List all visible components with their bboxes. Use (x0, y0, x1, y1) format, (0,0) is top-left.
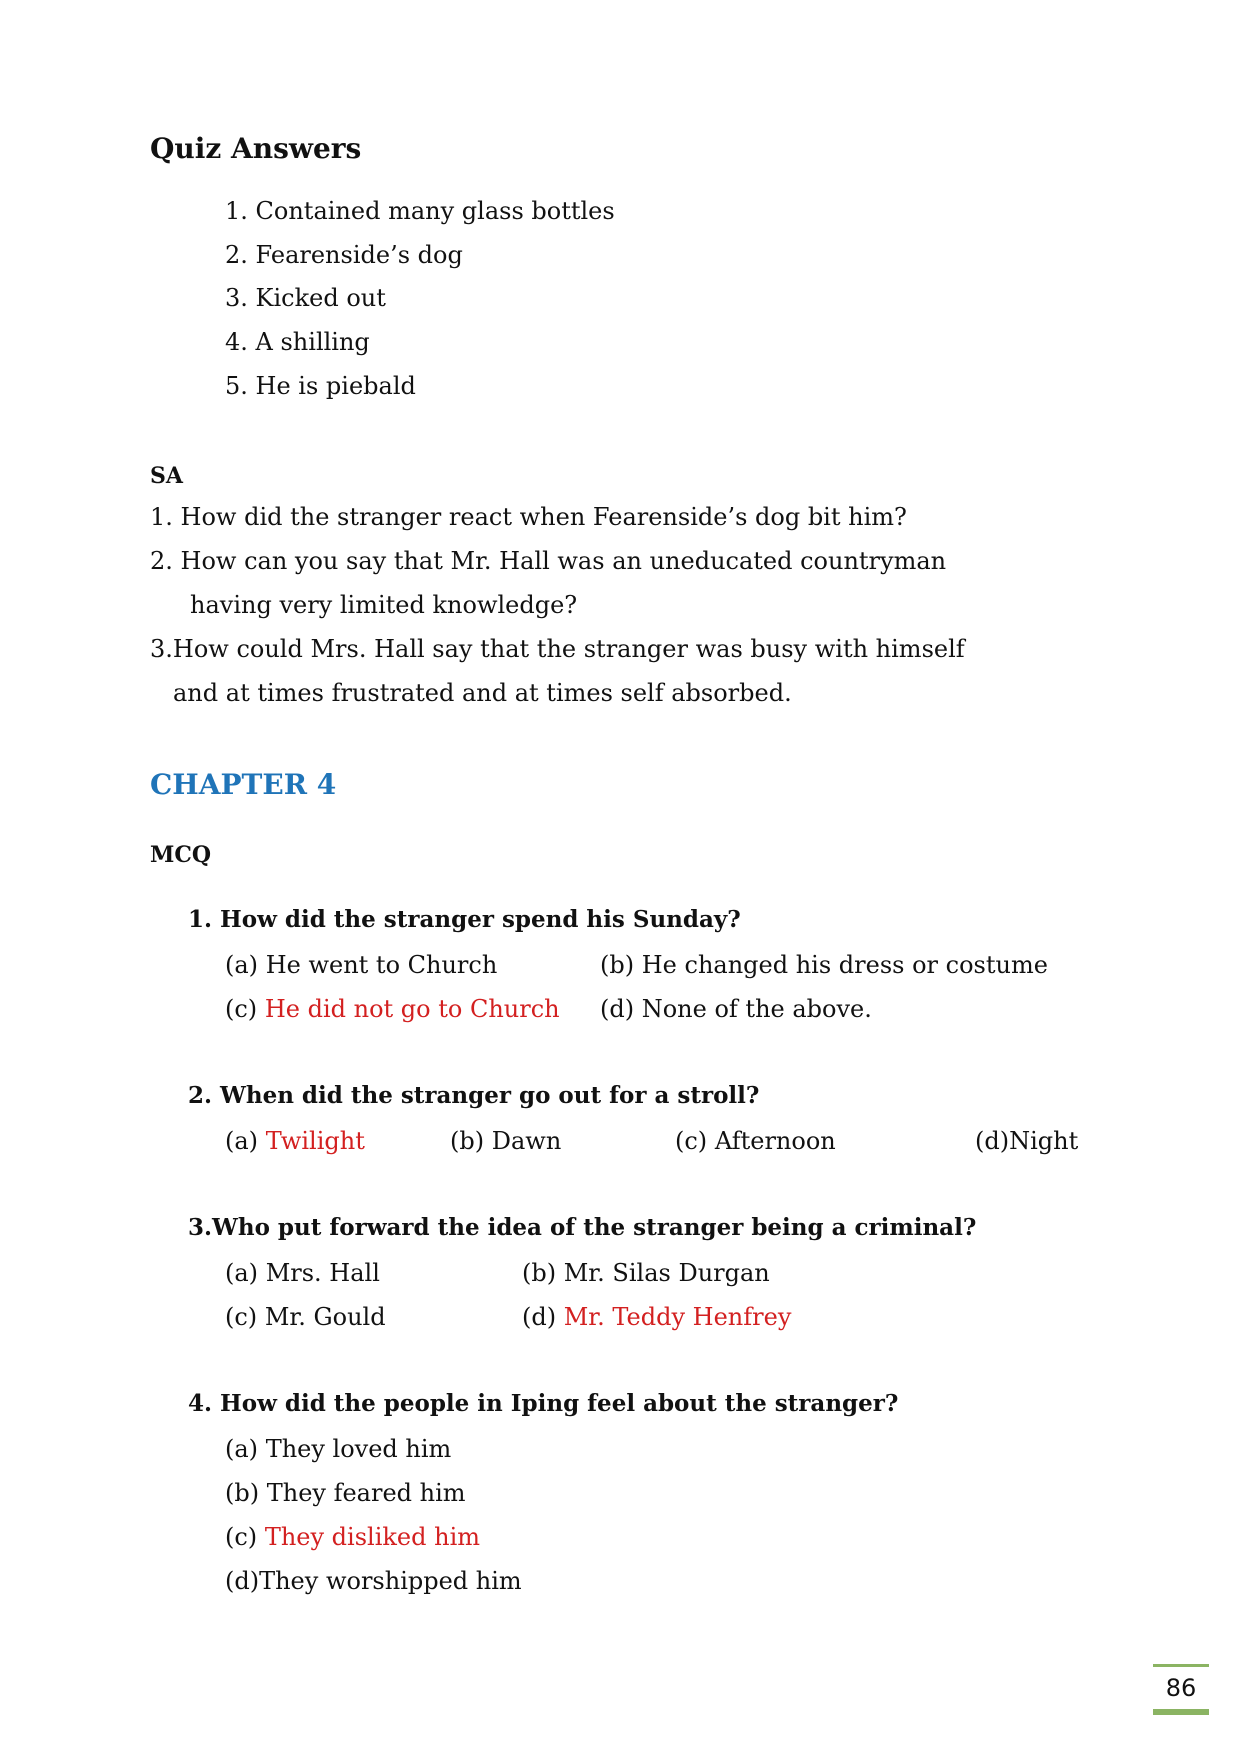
mcq-3-option-c: (c) Mr. Gould (225, 1303, 386, 1331)
mcq-4-option-d: (d)They worshipped him (225, 1567, 522, 1595)
sa-question-3: 3.How could Mrs. Hall say that the stranger was busy with himself (150, 635, 965, 663)
sa-heading: SA (150, 463, 183, 489)
mcq-3-option-d: (d) Mr. Teddy Henfrey (522, 1303, 792, 1331)
mcq-1-option-a: (a) He went to Church (225, 951, 498, 979)
quiz-answer-2: 2. Fearenside’s dog (225, 241, 463, 269)
correct-answer: They disliked him (264, 1523, 481, 1551)
mcq-1-option-b: (b) He changed his dress or costume (600, 951, 1048, 979)
mcq-4-option-a: (a) They loved him (225, 1435, 452, 1463)
mcq-question-4: 4. How did the people in Iping feel about the stranger? (188, 1390, 899, 1417)
mcq-4-option-c: (c) They disliked him (225, 1523, 481, 1551)
mcq-2-option-b: (b) Dawn (450, 1127, 562, 1155)
sa-question-3-cont: and at times frustrated and at times self absorbed. (173, 679, 792, 707)
mcq-heading: MCQ (150, 842, 212, 868)
quiz-answer-3: 3. Kicked out (225, 284, 386, 312)
sa-question-2: 2. How can you say that Mr. Hall was an uneducated countryman (150, 547, 947, 575)
quiz-answers-heading: Quiz Answers (150, 132, 362, 165)
correct-answer: Mr. Teddy Henfrey (563, 1303, 792, 1331)
sa-question-1: 1. How did the stranger react when Fearenside’s dog bit him? (150, 503, 907, 531)
correct-answer: Twilight (265, 1127, 365, 1155)
mcq-4-option-b: (b) They feared him (225, 1479, 466, 1507)
mcq-1-option-c: (c) He did not go to Church (225, 995, 560, 1023)
quiz-answer-5: 5. He is piebald (225, 372, 416, 400)
page-number: 86 (1153, 1664, 1209, 1715)
mcq-3-option-b: (b) Mr. Silas Durgan (522, 1259, 770, 1287)
sa-question-2-cont: having very limited knowledge? (190, 591, 578, 619)
mcq-2-option-d: (d)Night (975, 1127, 1079, 1155)
mcq-2-option-a: (a) Twilight (225, 1127, 365, 1155)
mcq-3-option-a: (a) Mrs. Hall (225, 1259, 380, 1287)
mcq-1-option-d: (d) None of the above. (600, 995, 872, 1023)
mcq-question-1: 1. How did the stranger spend his Sunday? (188, 906, 741, 933)
quiz-answer-4: 4. A shilling (225, 328, 370, 356)
correct-answer: He did not go to Church (264, 995, 560, 1023)
mcq-question-2: 2. When did the stranger go out for a stroll? (188, 1082, 760, 1109)
quiz-answer-1: 1. Contained many glass bottles (225, 197, 615, 225)
mcq-question-3: 3.Who put forward the idea of the stranger being a criminal? (188, 1214, 977, 1241)
chapter-heading: CHAPTER 4 (150, 768, 337, 801)
mcq-2-option-c: (c) Afternoon (675, 1127, 836, 1155)
